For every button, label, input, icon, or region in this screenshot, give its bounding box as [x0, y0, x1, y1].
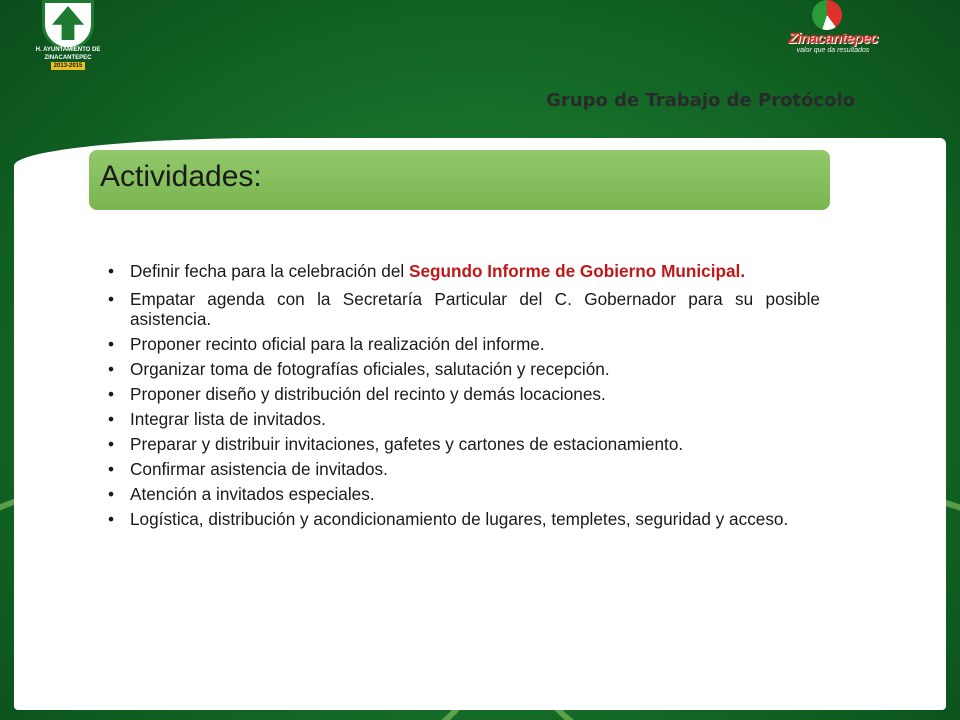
bullet-icon: • — [108, 409, 115, 429]
brand-tagline: valor que da resultados — [796, 47, 870, 54]
list-item — [108, 509, 820, 529]
bullet-icon: • — [108, 459, 115, 479]
bullet-icon: • — [108, 484, 115, 504]
item-text: Definir fecha para la celebración del — [130, 261, 409, 281]
swirl-icon — [812, 0, 842, 30]
item-text: Atención a invitados especiales. — [130, 484, 375, 504]
item-text: Integrar lista de invitados. — [130, 409, 326, 429]
list-item — [108, 258, 820, 284]
item-text: Logística, distribución y acondicionamiento de lugares, templetes, seguridad y acceso. — [130, 509, 789, 529]
item-text: Empatar agenda con la Secretaría Particular del C. Gobernador para su posible asistencia. — [130, 289, 820, 329]
item-text: Proponer diseño y distribución del recinto y demás locaciones. — [130, 384, 606, 404]
item-text: Confirmar asistencia de invitados. — [130, 459, 388, 479]
activities-banner — [89, 150, 830, 210]
bullet-icon: • — [108, 384, 115, 404]
bullet-icon: • — [108, 334, 115, 354]
list-item — [108, 484, 820, 504]
brand-name: Zinacantepec — [788, 30, 878, 47]
bullet-icon: • — [108, 509, 115, 529]
list-item — [108, 334, 820, 354]
list-item — [108, 409, 820, 429]
bullet-icon: • — [108, 261, 115, 281]
item-text: Organizar toma de fotografías oficiales, salutación y recepción. — [130, 359, 610, 379]
item-text: Proponer recinto oficial para la realización del informe. — [130, 334, 545, 354]
bullet-icon: • — [108, 359, 115, 379]
list-item — [108, 384, 820, 404]
banner-label: Actividades: — [100, 160, 262, 193]
municipal-logo — [30, 0, 106, 78]
logo-caption — [30, 46, 106, 70]
list-item — [108, 359, 820, 379]
bullet-icon: • — [108, 289, 115, 309]
logo-line-2: ZINACANTEPEC — [44, 55, 92, 61]
logo-years: 2013-2015 — [51, 62, 86, 70]
list-item — [108, 289, 820, 329]
item-text: Preparar y distribuir invitaciones, gafetes y cartones de estacionamiento. — [130, 434, 684, 454]
logo-line-1: H. AYUNTAMIENTO DE — [35, 47, 101, 53]
list-item — [108, 459, 820, 479]
bullet-icon: • — [108, 434, 115, 454]
activity-list — [108, 258, 820, 534]
list-item — [108, 434, 820, 454]
item-highlight: Segundo Informe de Gobierno Municipal. — [408, 261, 746, 281]
brand-logo — [768, 0, 898, 62]
page-title: Grupo de Trabajo de Protócolo — [546, 90, 855, 111]
